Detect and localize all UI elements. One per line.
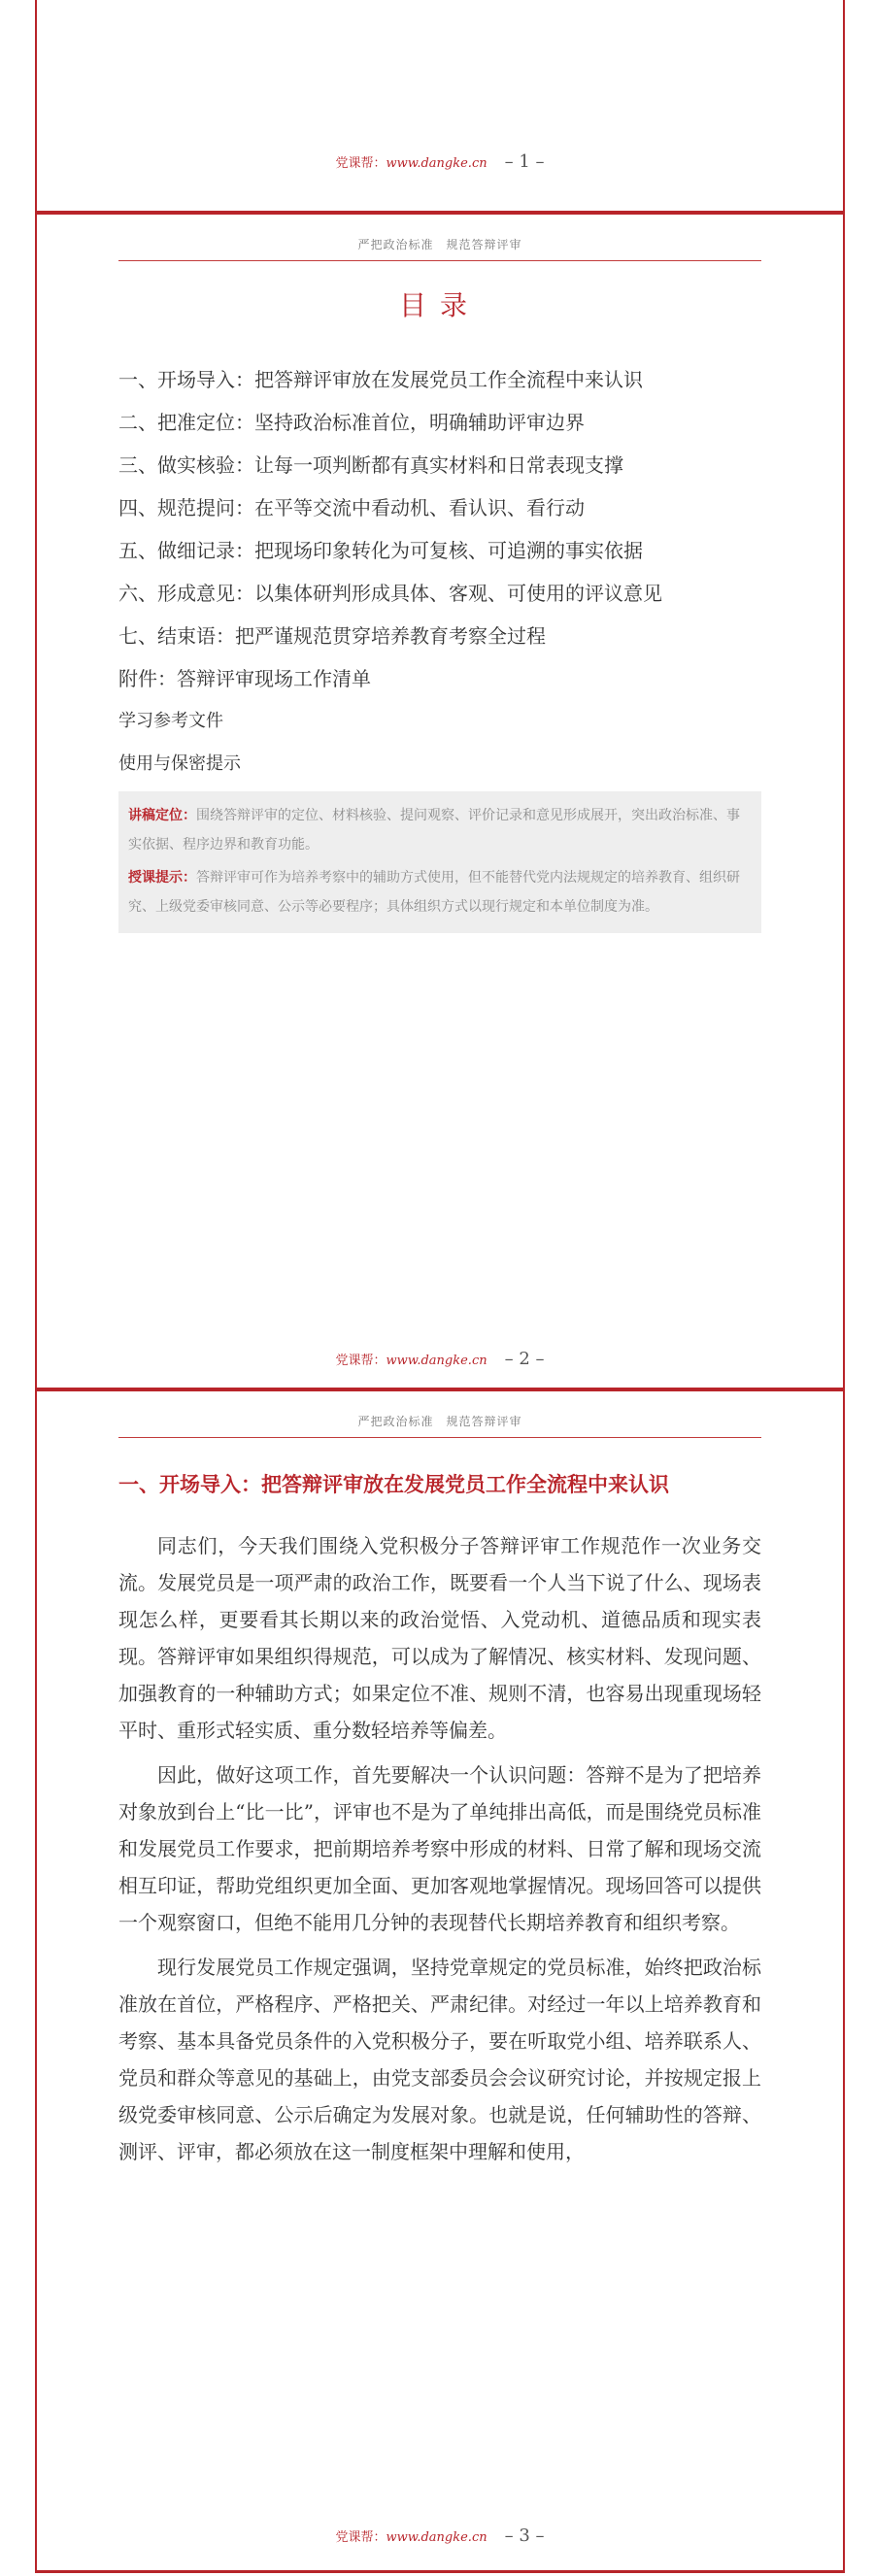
toc-item[interactable]: 一、开场导入：把答辩评审放在发展党员工作全流程中来认识 [118, 368, 643, 391]
toc-item[interactable]: 使用与保密提示 [118, 753, 241, 774]
toc-title: 目录 [398, 289, 481, 321]
note-text: 围绕答辩评审的定位、材料核验、提问观察、评价记录和意见形成展开，突出政治标准、事实依据、程序边界和教育功能。 [128, 808, 740, 853]
paragraph: 同志们，今天我们围绕入党积极分子答辩评审工作规范作一次业务交流。发展党员是一项严肃的政治工作，既要看一个人当下说了什么、现场表现怎么样，更要看其长期以来的政治觉悟、入党动机、道德品质和现实表现。答辩评审如果组织得规范，可以成为了解情况、核实材料、发现问题、加强教育的一种辅助方式；如果定位不准、规则不清，也容易出现重现场轻平时、重形式轻实质、重分数轻培养等偏差。 [118, 1534, 761, 1742]
note-positioning [128, 801, 752, 859]
footer-label: 党课帮： [335, 1354, 387, 1368]
section-heading: 一、开场导入：把答辩评审放在发展党员工作全流程中来认识 [118, 1472, 669, 1496]
footer-site-link[interactable]: www.dangke.cn [386, 1354, 487, 1368]
toc-item[interactable]: 学习参考文件 [118, 711, 223, 731]
section-body [118, 1527, 761, 2178]
page-number: – 1 – [504, 151, 545, 172]
notes-box [118, 791, 761, 933]
toc-item[interactable]: 三、做实核验：让每一项判断都有真实材料和日常表现支撑 [118, 453, 623, 477]
footer-label: 党课帮： [335, 156, 387, 171]
toc-item[interactable]: 七、结束语：把严谨规范贯穿培养教育考察全过程 [118, 624, 546, 648]
page-3 [35, 1388, 845, 2573]
toc-item[interactable]: 六、形成意见：以集体研判形成具体、客观、可使用的评议意见 [118, 582, 662, 605]
page-number: – 2 – [504, 1349, 545, 1369]
page-footer [37, 2526, 843, 2546]
footer-site-link[interactable]: www.dangke.cn [386, 156, 487, 171]
note-label: 授课提示： [128, 870, 196, 886]
toc-list [118, 358, 761, 933]
paragraph: 因此，做好这项工作，首先要解决一个认识问题：答辩不是为了把培养对象放到台上“比一比”，评审也不是为了单纯排出高低，而是围绕党员标准和发展党员工作要求，把前期培养考察中形成的材料、日常了解和现场交流相互印证，帮助党组织更加全面、更加客观地掌握情况。现场回答可以提供一个观察窗口，但绝不能用几分钟的表现替代长期培养教育和组织考察。 [118, 1763, 761, 1934]
page-2 [35, 212, 845, 1390]
page-footer [37, 151, 843, 172]
toc-item[interactable]: 四、规范提问：在平等交流中看动机、看认识、看行动 [118, 496, 585, 519]
note-teaching-tip [128, 863, 752, 921]
running-head: 严把政治标准 规范答辩评审 [118, 236, 761, 261]
toc-item[interactable]: 附件：答辩评审现场工作清单 [118, 667, 371, 690]
note-text: 答辩评审可作为培养考察中的辅助方式使用，但不能替代党内法规规定的培养教育、组织研究、上级党委审核同意、公示等必要程序；具体组织方式以现行规定和本单位制度为准。 [128, 870, 740, 915]
running-head: 严把政治标准 规范答辩评审 [118, 1413, 761, 1438]
page-1 [35, 0, 845, 214]
paragraph: 现行发展党员工作规定强调，坚持党章规定的党员标准，始终把政治标准放在首位，严格程序、严格把关、严肃纪律。对经过一年以上培养教育和考察、基本具备党员条件的入党积极分子，要在听取党小组、培养联系人、党员和群众等意见的基础上，由党支部委员会会议研究讨论，并按规定报上级党委审核同意、公示后确定为发展对象。也就是说，任何辅助性的答辩、测评、评审，都必须放在这一制度框架中理解和使用， [118, 1956, 761, 2163]
toc-item[interactable]: 五、做细记录：把现场印象转化为可复核、可追溯的事实依据 [118, 539, 643, 562]
footer-label: 党课帮： [335, 2530, 387, 2545]
page-footer [37, 1349, 843, 1369]
toc-item[interactable]: 二、把准定位：坚持政治标准首位，明确辅助评审边界 [118, 411, 585, 434]
footer-site-link[interactable]: www.dangke.cn [386, 2530, 487, 2545]
note-label: 讲稿定位： [128, 808, 196, 823]
page-number: – 3 – [504, 2526, 545, 2546]
